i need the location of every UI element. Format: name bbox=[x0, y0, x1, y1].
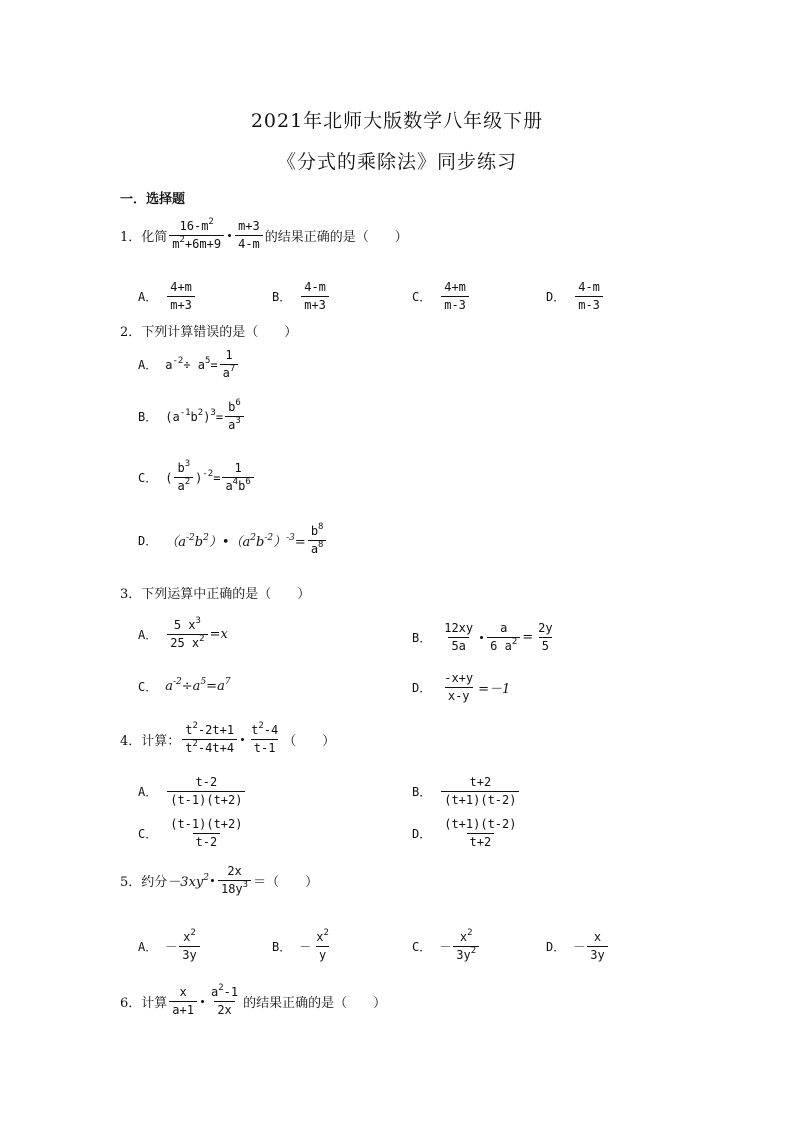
option-5c[interactable]: C． － $\frac{x^2}{3y^2}$ bbox=[412, 930, 481, 963]
option-1c[interactable]: C． $\frac{4+m}{m-3}$ bbox=[412, 280, 471, 313]
option-4a[interactable]: A． $\frac{t-2}{(t-1)(t+2)}$ bbox=[138, 775, 247, 808]
option-5b[interactable]: B． － $\frac{x^2}{y}$ bbox=[272, 928, 329, 962]
question-4: 4． 计算： $\frac{t^2-2t+1}{t^2-4t+4}$ $\frac{t^2-4}{t-1}$ （ ） bbox=[120, 721, 336, 755]
section-heading: 一．选择题 bbox=[120, 192, 186, 207]
option-4b[interactable]: B． $\frac{t+2}{(t+1)(t-2)}$ bbox=[412, 775, 521, 808]
option-3d[interactable]: D． $\frac{-x+y}{x-y}$ =－1 bbox=[412, 671, 511, 703]
option-3b[interactable]: B． $\frac{12xy}{5a}$ $\frac{a}{6 a^2}$ = $\frac{2y}{5}$ bbox=[412, 621, 553, 653]
option-2a[interactable]: A． $a^{-2}\div a^5=$ $\frac{1}{a^7}$ bbox=[138, 348, 240, 381]
option-3a[interactable]: A． $\frac{5 x^3}{25 x^2}$ =x bbox=[138, 616, 228, 650]
option-1b[interactable]: B． $\frac{4-m}{m+3}$ bbox=[272, 280, 331, 313]
option-4c[interactable]: C． $\frac{(t-1)(t+2)}{t-2}$ bbox=[138, 817, 243, 849]
question-6: 6． 计算 $\frac{x}{a+1}$ $\frac{a^2-1}{2x}$ 的结果正确的是（ ） bbox=[120, 983, 387, 1017]
multiply-dot bbox=[228, 234, 231, 237]
option-1d[interactable]: D． $\frac{4-m}{m-3}$ bbox=[546, 280, 605, 313]
option-4d[interactable]: D． $\frac{(t+1)(t-2)}{t+2}$ bbox=[412, 817, 517, 849]
option-5a[interactable]: A． － $\frac{x^2}{3y}$ bbox=[138, 930, 202, 963]
option-1a[interactable]: A． $\frac{4+m}{m+3}$ bbox=[138, 280, 197, 313]
document-title: 2021年北师大版数学八年级下册 bbox=[250, 110, 544, 132]
question-1 bbox=[120, 219, 408, 252]
question-2: 2．下列计算错误的是（ ） bbox=[120, 325, 298, 340]
option-5d[interactable]: D． － $\frac{x}{3y}$ bbox=[546, 930, 610, 963]
option-3c[interactable]: C． $a^{-2}\div a^5=a^7$ bbox=[138, 677, 231, 694]
question-prefix: 化简 bbox=[141, 230, 168, 245]
question-suffix: 的结果正确的是（ ） bbox=[264, 230, 408, 245]
option-2b[interactable]: B． $(a^{-1}b^2)^3=$ $\frac{b^6}{a^3}$ bbox=[138, 400, 246, 433]
document-subtitle: 《分式的乘除法》同步练习 bbox=[276, 151, 517, 173]
question-number: 1． bbox=[120, 230, 142, 245]
option-2d[interactable]: D． $(a^{-2}b^2)•(a^2b^{-2})^{-3}=$ $\frac{b^8}{a^8}$ bbox=[138, 524, 328, 557]
option-2c[interactable]: C． ( $\frac{b^3}{a^2}$ )$^{-2}$= $\frac{1}{a^4b^6}$ bbox=[138, 461, 256, 494]
fraction: $\frac{m+3}{4-m}$ bbox=[235, 219, 263, 252]
question-3: 3．下列运算中正确的是（ ） bbox=[120, 587, 311, 602]
question-5: 5． 约分 $-3xy^2$ $\frac{2x}{18y^3}$ ＝（ ） bbox=[120, 864, 319, 896]
fraction: $\frac{16-m^2}{m^2+6m+9}$ bbox=[169, 219, 224, 252]
